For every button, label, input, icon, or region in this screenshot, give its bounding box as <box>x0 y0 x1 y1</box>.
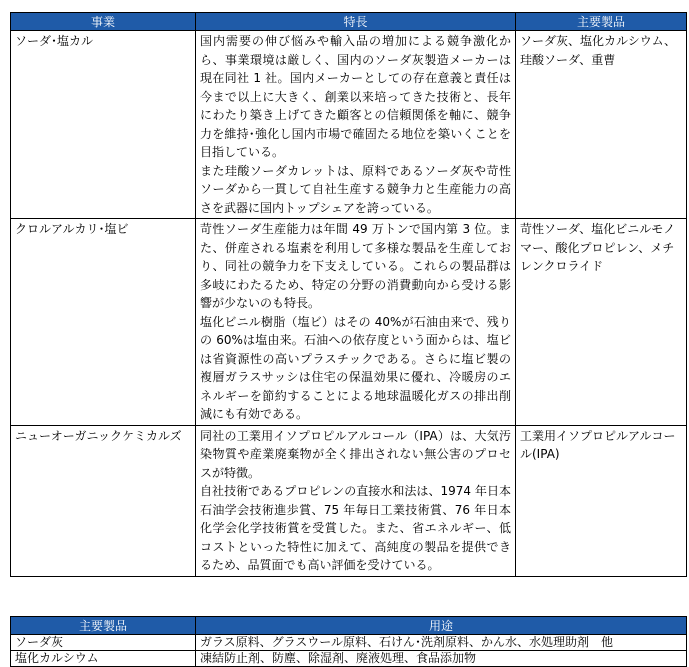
header-product: 主要製品 <box>11 617 196 635</box>
product-name: 塩化カルシウム <box>11 651 196 667</box>
feature-paragraph: 自社技術であるプロピレンの直接水和法は、1974 年日本石油学会技術進歩賞、75 年毎日工業技術賞、76 年日本化学会化学技術賞を受賞した。また、省エネルギー、低コストといった特性に加えて、高純度の製品を提供できるため、品質面でも高い評価を受けている。 <box>200 484 511 572</box>
header-business: 事業 <box>11 13 196 31</box>
table-row <box>11 31 687 219</box>
feature-paragraph: 同社の工業用イソプロピルアルコール（IPA）は、大気汚染物質や産業廃棄物が全く排出されない無公害のプロセスが特徴。 <box>200 428 511 480</box>
table-row <box>11 651 687 667</box>
business-name: クロルアルカリ･塩ビ <box>11 219 196 426</box>
business-name: ソーダ･塩カル <box>11 31 196 219</box>
feature-paragraph: また珪酸ソーダカレットは、原料であるソーダ灰や苛性ソーダから一貫して自社生産する競争力と生産能力の高さを武器に国内トップシェアを誇っている。 <box>200 163 511 215</box>
business-features <box>196 219 516 426</box>
header-products: 主要製品 <box>516 13 687 31</box>
product-use-table <box>10 616 687 667</box>
business-table-header <box>11 13 687 31</box>
business-products: 苛性ソーダ、塩化ビニルモノマー、酸化プロピレン、メチレンクロライド <box>516 219 687 426</box>
feature-paragraph: 塩化ビニル樹脂（塩ビ）はその 40%が石油由来で、残りの 60%は塩由来。石油への依存度という面からは、塩ビは省資源性の高いプラスチックである。さらに塩ビ製の複層ガラスサッシは住宅の保温効果に優れ、冷暖房のエネルギーを節約することによる地球温暖化ガスの排出削減にも有効である。 <box>200 314 511 421</box>
table-row <box>11 635 687 651</box>
product-use: 凍結防止剤、防塵、除湿剤、廃液処理、食品添加物 <box>196 651 687 667</box>
business-name: ニューオーガニックケミカルズ <box>11 425 196 576</box>
business-features <box>196 31 516 219</box>
business-table <box>10 12 687 577</box>
table-row <box>11 425 687 576</box>
product-use: ガラス原料、グラスウール原料、石けん･洗剤原料、かん水、水処理助剤 他 <box>196 635 687 651</box>
business-features <box>196 425 516 576</box>
business-products: 工業用イソプロピルアルコール(IPA) <box>516 425 687 576</box>
feature-paragraph: 苛性ソーダ生産能力は年間 49 万トンで国内第 3 位。また、併産される塩素を利用して多様な製品を生産しており、同社の競争力を下支えしている。これらの製品群は多岐にわたるため、特定の分野の消費動向から受ける影響が少ないのも特長。 <box>200 222 511 310</box>
feature-paragraph: 国内需要の伸び悩みや輸入品の増加による競争激化から、事業環境は厳しく、国内のソーダ灰製造メーカーは現在同社 1 社。国内メーカーとしての存在意義と責任は今まで以上に大きく、創業以来培ってきた技術と、長年にわたり築き上げてきた顧客との信頼関係を軸に、競争力を維持･強化し国内市場で確固たる地位を築いくことを目指している。 <box>200 34 511 159</box>
table-row <box>11 219 687 426</box>
header-features: 特長 <box>196 13 516 31</box>
product-name: ソーダ灰 <box>11 635 196 651</box>
product-table-header <box>11 617 687 635</box>
business-products: ソーダ灰、塩化カルシウム、珪酸ソーダ、重曹 <box>516 31 687 219</box>
header-use: 用途 <box>196 617 687 635</box>
